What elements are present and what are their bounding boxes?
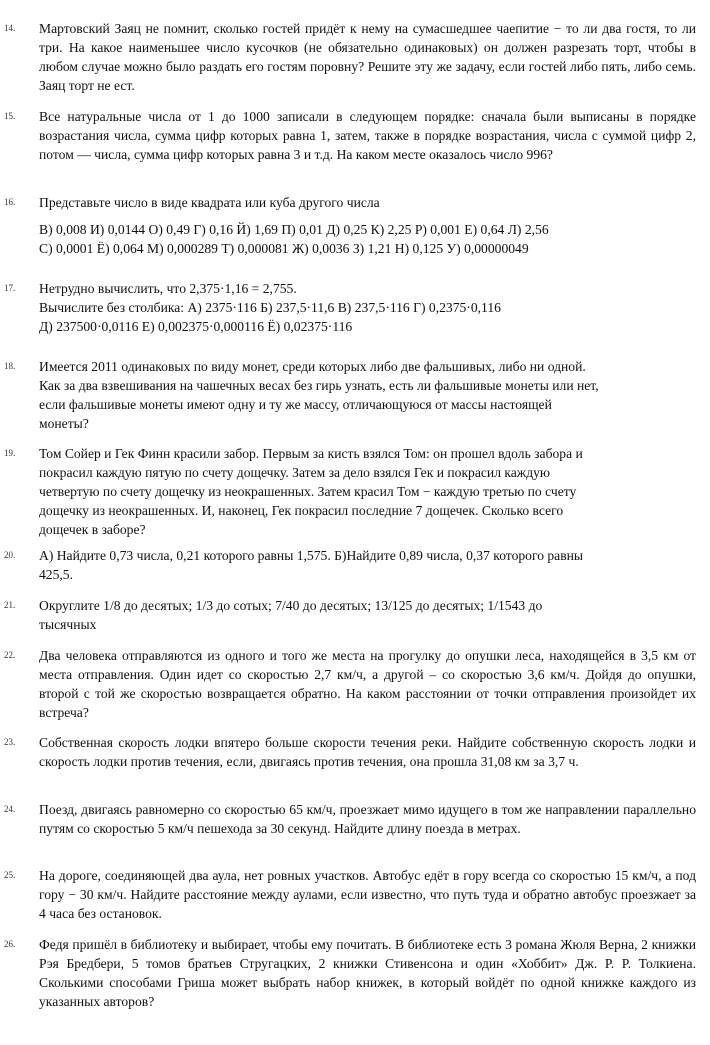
problem-text: Поезд, двигаясь равномерно со скоростью 65 км/ч, проезжает мимо идущего в том же направлении параллельно путям со скоростью 5 км/ч пешехода за 30 секунд. Найдите длину поезда в метрах. bbox=[39, 802, 696, 836]
problem-number: 24. bbox=[4, 804, 16, 814]
problem-text: На дороге, соединяющей два аула, нет ровных участков. Автобус едёт в гору всегда со скоростью 15 км/ч, а под гору − 30 км/ч. Найдите расстояние между аулами, если известно, что путь туда и обратно автобус проезжает за 4 часа без остановок. bbox=[39, 868, 696, 921]
problem-number: 17. bbox=[4, 283, 16, 293]
problem-line: Представьте число в виде квадрата или куба другого числа bbox=[39, 195, 380, 210]
problem-line: Д) 237500·0,0116 Е) 0,002375·0,000116 Ё) 0,02375·116 bbox=[39, 319, 353, 334]
problem-number: 15. bbox=[4, 111, 16, 121]
problem-number: 16. bbox=[4, 197, 16, 207]
problem-text: Федя пришёл в библиотеку и выбирает, чтобы ему почитать. В библиотеке есть 3 романа Жюля Верна, 2 книжки Рэя Бредбери, 5 томов братьев Стругацких, 2 книжки Стивенсона и один «Хоббит» Дж. Р. Р. Толкиена. Сколькими способами Гриша может выбрать набор книжек, в который войдёт по одной книжке каждого из указанных авторов? bbox=[39, 937, 696, 1009]
problem-text bbox=[39, 546, 696, 584]
answer-options-line: С) 0,0001 Ё) 0,064 М) 0,000289 Т) 0,000081 Ж) 0,0036 З) 1,21 Н) 0,125 У) 0,00000049 bbox=[39, 241, 529, 256]
problem-number: 25. bbox=[4, 870, 16, 880]
problem-number: 19. bbox=[4, 448, 16, 458]
problem-line: А) Найдите 0,73 числа, 0,21 которого равны 1,575. Б)Найдите 0,89 числа, 0,37 которого равны bbox=[39, 548, 584, 563]
problem-line: тысячных bbox=[39, 617, 97, 632]
problem-text bbox=[39, 279, 696, 336]
problem-number: 22. bbox=[4, 650, 16, 660]
problem-line: Вычислите без столбика: А) 2375·116 Б) 237,5·11,6 В) 237,5·116 Г) 0,2375·0,116 bbox=[39, 300, 501, 315]
spacer bbox=[39, 212, 696, 220]
problem-line: Округлите 1/8 до десятых; 1/3 до сотых; 7/40 до десятых; 13/125 до десятых; 1/1543 до bbox=[39, 598, 543, 613]
problem-line: если фальшивые монеты имеют одну и ту же массу, отличающуюся от массы настоящей bbox=[39, 397, 552, 412]
problem-number: 23. bbox=[4, 737, 16, 747]
problem-line: монеты? bbox=[39, 416, 89, 431]
problem-number: 14. bbox=[4, 23, 16, 33]
problem-text: Мартовский Заяц не помнит, сколько гостей придёт к нему на сумасшедшее чаепитие − то ли два гостя, то ли три. На какое наименьшее число кусочков (не обязательно одинаковых) он должен разрезать торт, чтобы в любом случае можно было раздать его гостям поровну? Решите эту же задачу, если гостей либо пять, либо семь. Заяц торт не ест. bbox=[39, 21, 696, 93]
problem-line: Как за два взвешивания на чашечных весах без гирь узнать, есть ли фальшивые монеты или нет, bbox=[39, 378, 599, 393]
problem-text: Собственная скорость лодки впятеро больше скорости течения реки. Найдите собственную скорость лодки и скорость лодки против течения, если, двигаясь против течения, она прошла 31,08 км за 3,7 ч. bbox=[39, 735, 696, 769]
problem-line: четвертую по счету дощечку из неокрашенных. Затем красил Том − каждую третью по счету bbox=[39, 484, 577, 499]
problem-line: Том Сойер и Гек Финн красили забор. Первым за кисть взялся Том: он прошел вдоль забора и bbox=[39, 446, 583, 461]
problem-line: дощечек в заборе? bbox=[39, 522, 146, 537]
problem-number: 18. bbox=[4, 361, 16, 371]
problem-line: 425,5. bbox=[39, 567, 73, 582]
problem-line: покрасил каждую пятую по счету дощечку. Затем за дело взялся Гек и покрасил каждую bbox=[39, 465, 551, 480]
problem-number: 26. bbox=[4, 939, 16, 949]
problem-text bbox=[39, 357, 696, 433]
problem-line: Нетрудно вычислить, что 2,375·1,16 = 2,755. bbox=[39, 281, 297, 296]
problem-text: Все натуральные числа от 1 до 1000 записали в следующем порядке: сначала были выписаны в порядке возрастания числа, сумма цифр которых равна 1, затем, также в порядке возрастания, числа с суммой цифр 2, потом — числа, сумма цифр которых равна 3 и т.д. На каком месте оказалось число 996? bbox=[39, 109, 696, 162]
problem-line: Имеется 2011 одинаковых по виду монет, среди которых либо две фальшивых, либо ни одной. bbox=[39, 359, 586, 374]
problem-text bbox=[39, 596, 696, 634]
problem-text bbox=[39, 444, 696, 539]
problem-text: Два человека отправляются из одного и того же места на прогулку до опушки леса, находящейся в 3,5 км от места отправления. Один идет со скоростью 2,7 км/ч, а другой – со скоростью 3,6 км/ч. Дойдя до опушки, второй с той же скоростью возвращается обратно. На каком расстоянии от точки отправления произойдет их встреча? bbox=[39, 648, 696, 720]
answer-options-line: В) 0,008 И) 0,0144 О) 0,49 Г) 0,16 Й) 1,69 П) 0,01 Д) 0,25 К) 2,25 Р) 0,001 Е) 0,64 Л) 2,56 bbox=[39, 222, 549, 237]
problem-number: 20. bbox=[4, 550, 16, 560]
problem-number: 21. bbox=[4, 600, 16, 610]
problem-line: дощечку из неокрашенных. И, наконец, Гек покрасил последние 7 дощечек. Сколько всего bbox=[39, 503, 564, 518]
problem-text bbox=[39, 193, 696, 258]
